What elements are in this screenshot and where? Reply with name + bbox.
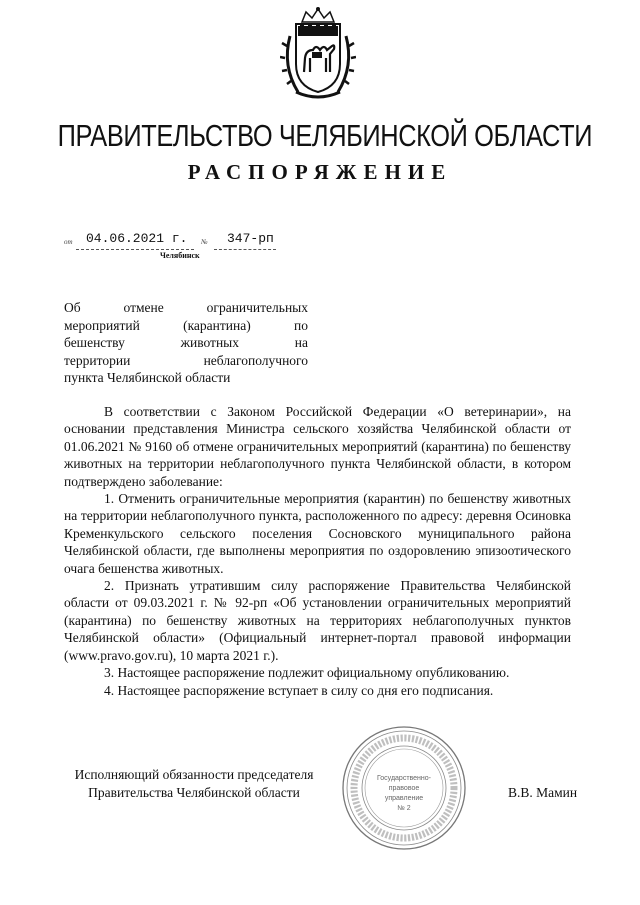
stamp-text-4: № 2 — [397, 805, 411, 812]
subject-line: мероприятий (карантина) по — [64, 317, 308, 333]
body-item-1: 1. Отменить ограничительные мероприятия (карантин) по бешенству животных на территории неблагополучного пункта, расположенного по адресу: деревня Осиновка Кременкульского сельского поселения Сосновского муниципального района Челябинской области, где выполнены мероприятия по оздоровлению эпизоотического очага бешенства животных. — [64, 491, 571, 576]
body-item-4: 4. Настоящее распоряжение вступает в силу со дня его подписания. — [104, 682, 494, 698]
stamp-text-1: Государственно- — [376, 775, 432, 782]
body-preamble: В соответствии с Законом Российской Федерации «О ветеринарии», на основании представления Министра сельского хозяйства Челябинской области от 01.06.2021 № 9160 об отмене ограничительных мероприятий (карантина) по бешенству животных на территории неблагополучного пункта Челябинской области, в котором подтверждено заболевание: — [64, 404, 571, 489]
document-date: 04.06.2021 г. — [86, 231, 188, 246]
subject-line: территории неблагополучного — [64, 352, 308, 368]
government-title: ПРАВИТЕЛЬСТВО ЧЕЛЯБИНСКОЙ ОБЛАСТИ — [57, 118, 593, 153]
document-subject — [64, 299, 308, 387]
document-type-heading: РАСПОРЯЖЕНИЕ — [187, 160, 453, 184]
body-item-3: 3. Настоящее распоряжение подлежит официальному опубликованию. — [104, 665, 510, 681]
document-number: 347-рп — [227, 231, 274, 246]
coat-of-arms-icon — [280, 6, 356, 102]
body-item-2: 2. Признать утратившим силу распоряжение Правительства Челябинской области от 09.03.2021 г. № 92-рп «Об установлении ограничительных мероприятий (карантина) по бешенству животных на территориях неблагополучных пунктов Челябинской области» (Официальный интернет-портал правовой информации (www.pravo.gov.ru), 10 марта 2021 г.). — [64, 578, 571, 663]
stamp-text-2: правовое — [388, 785, 420, 792]
signatory-position-line2: Правительства Челябинской области — [88, 785, 300, 800]
number-underline — [214, 249, 276, 250]
document-body — [64, 403, 571, 699]
subject-line: пункта Челябинской области — [64, 370, 231, 386]
date-prefix: от — [64, 238, 73, 246]
official-seal-icon — [340, 724, 468, 852]
signatory-name: В.В. Мамин — [508, 785, 578, 800]
subject-line: Об отмене ограничительных — [64, 300, 308, 315]
signatory-position — [64, 766, 324, 802]
subject-line: бешенству животных на — [64, 335, 308, 351]
city-label: Челябинск — [160, 251, 200, 260]
date-underline — [76, 249, 194, 250]
signatory-position-line1: Исполняющий обязанности председателя — [74, 767, 314, 782]
number-prefix: № — [201, 238, 208, 246]
stamp-text-3: управление — [384, 795, 424, 802]
